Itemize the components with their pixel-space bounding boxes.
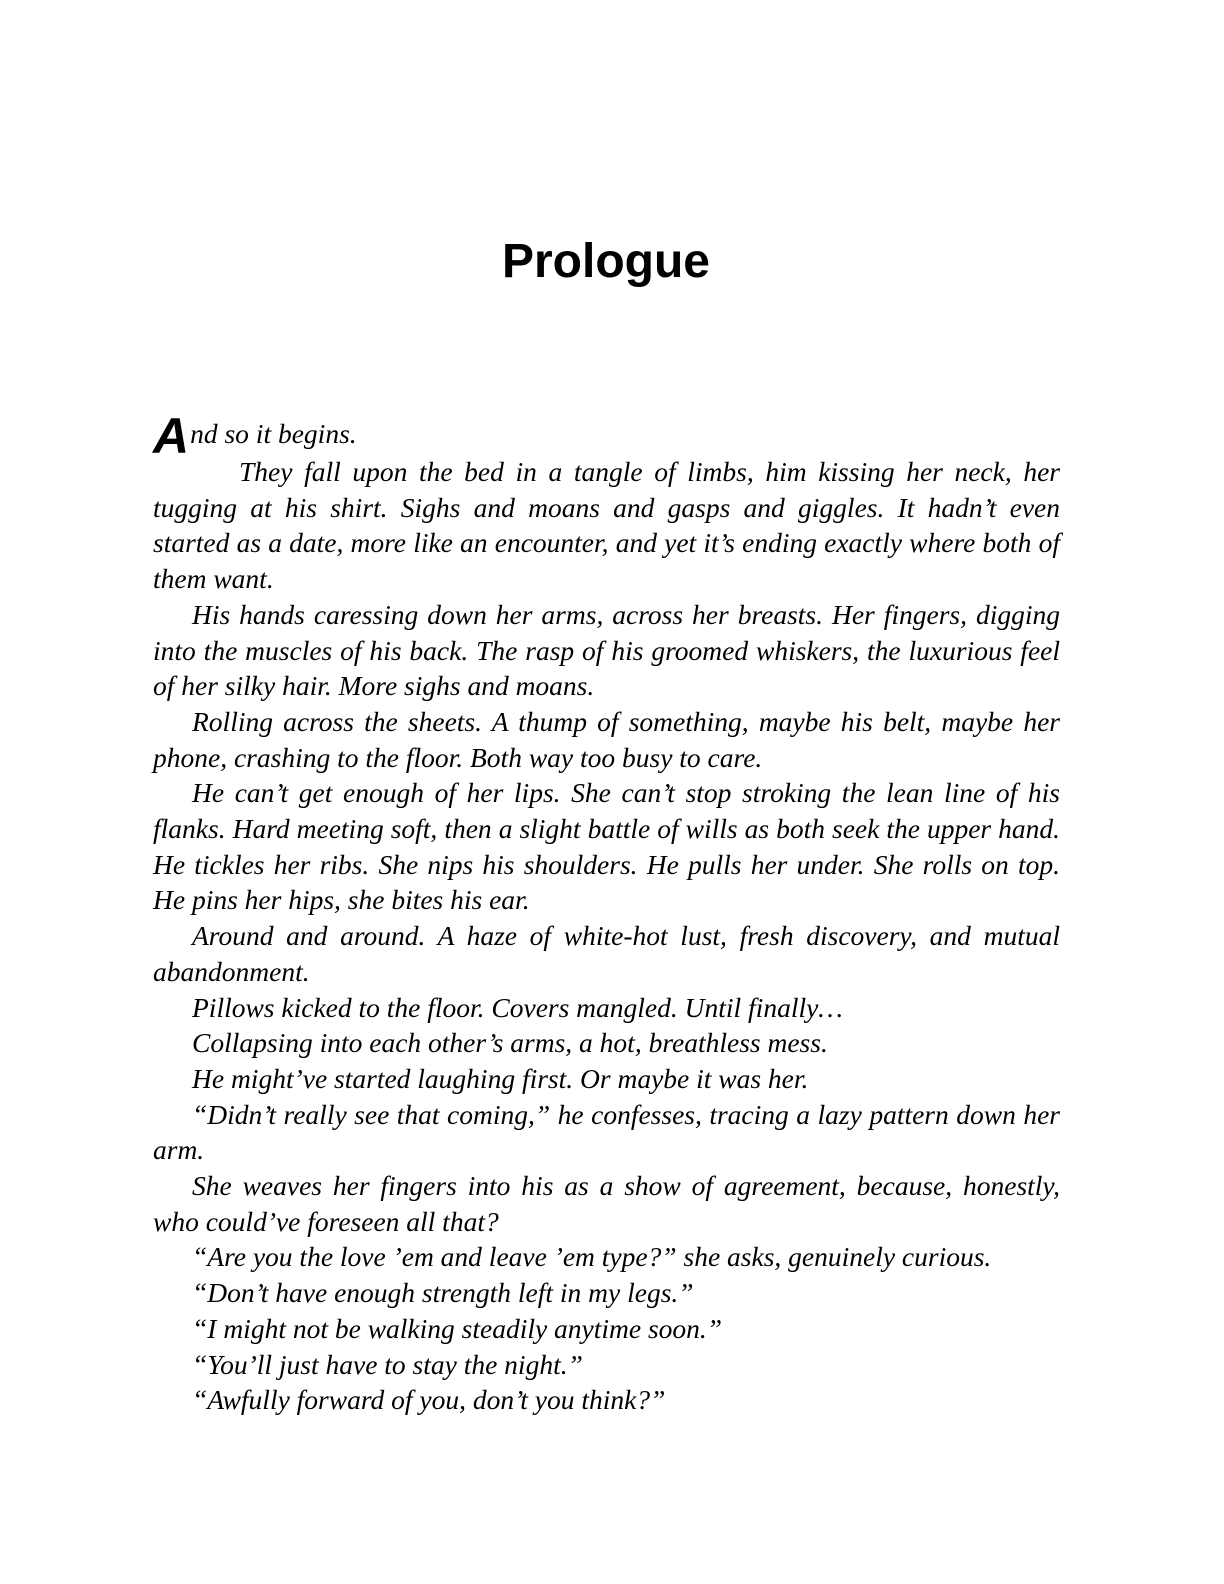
paragraph: “You’ll just have to stay the night.” bbox=[192, 1348, 583, 1380]
paragraph: Collapsing into each other’s arms, a hot, breathless mess. bbox=[192, 1027, 828, 1059]
paragraph: He might’ve started laughing first. Or maybe it was her. bbox=[192, 1062, 809, 1094]
opening-line: nd so it begins. bbox=[190, 418, 357, 449]
paragraph: “Awfully forward of you, don’t you think?” bbox=[192, 1384, 666, 1416]
paragraph: They fall upon the bed in a tangle of limbs, him kissing her neck, her tugging at his shirt. Sighs and moans and gasps and giggles. It hadn’t even started as a date, more like an encounter, and yet it’s ending exactly where both of them want. bbox=[153, 456, 1060, 595]
paragraph: Around and around. A haze of white-hot lust, fresh discovery, and mutual abandonment. bbox=[153, 920, 1060, 987]
paragraph: “Are you the love ’em and leave ’em type?” she asks, genuinely curious. bbox=[192, 1241, 992, 1273]
paragraph: “Don’t have enough strength left in my legs.” bbox=[192, 1277, 694, 1309]
paragraph: She weaves her fingers into his as a show of agreement, because, honestly, who could’ve foreseen all that? bbox=[153, 1170, 1060, 1237]
drop-cap: A bbox=[153, 408, 190, 464]
paragraph: “I might not be walking steadily anytime soon.” bbox=[192, 1312, 723, 1344]
paragraph: Rolling across the sheets. A thump of something, maybe his belt, maybe her phone, crashing to the floor. Both way too busy to care. bbox=[153, 705, 1060, 773]
paragraph: “Didn’t really see that coming,” he confesses, tracing a lazy pattern down her arm. bbox=[153, 1098, 1060, 1166]
paragraph: He can’t get enough of her lips. She can’t stop stroking the lean line of his flanks. Hard meeting soft, then a slight battle of wills as both seek the upper hand. He tickles her ribs. She nips his shoulders. He pulls her under. She rolls on top. He pins her hips, she bites his ear. bbox=[153, 777, 1060, 916]
chapter-body bbox=[153, 408, 1060, 1418]
opening-paragraph bbox=[153, 408, 1060, 464]
paragraph: His hands caressing down her arms, across her breasts. Her fingers, digging into the muscles of his back. The rasp of his groomed whiskers, the luxurious feel of her silky hair. More sighs and moans. bbox=[153, 598, 1060, 702]
chapter-title: Prologue bbox=[501, 235, 710, 288]
paragraph: Pillows kicked to the floor. Covers mangled. Until finally… bbox=[192, 991, 843, 1023]
